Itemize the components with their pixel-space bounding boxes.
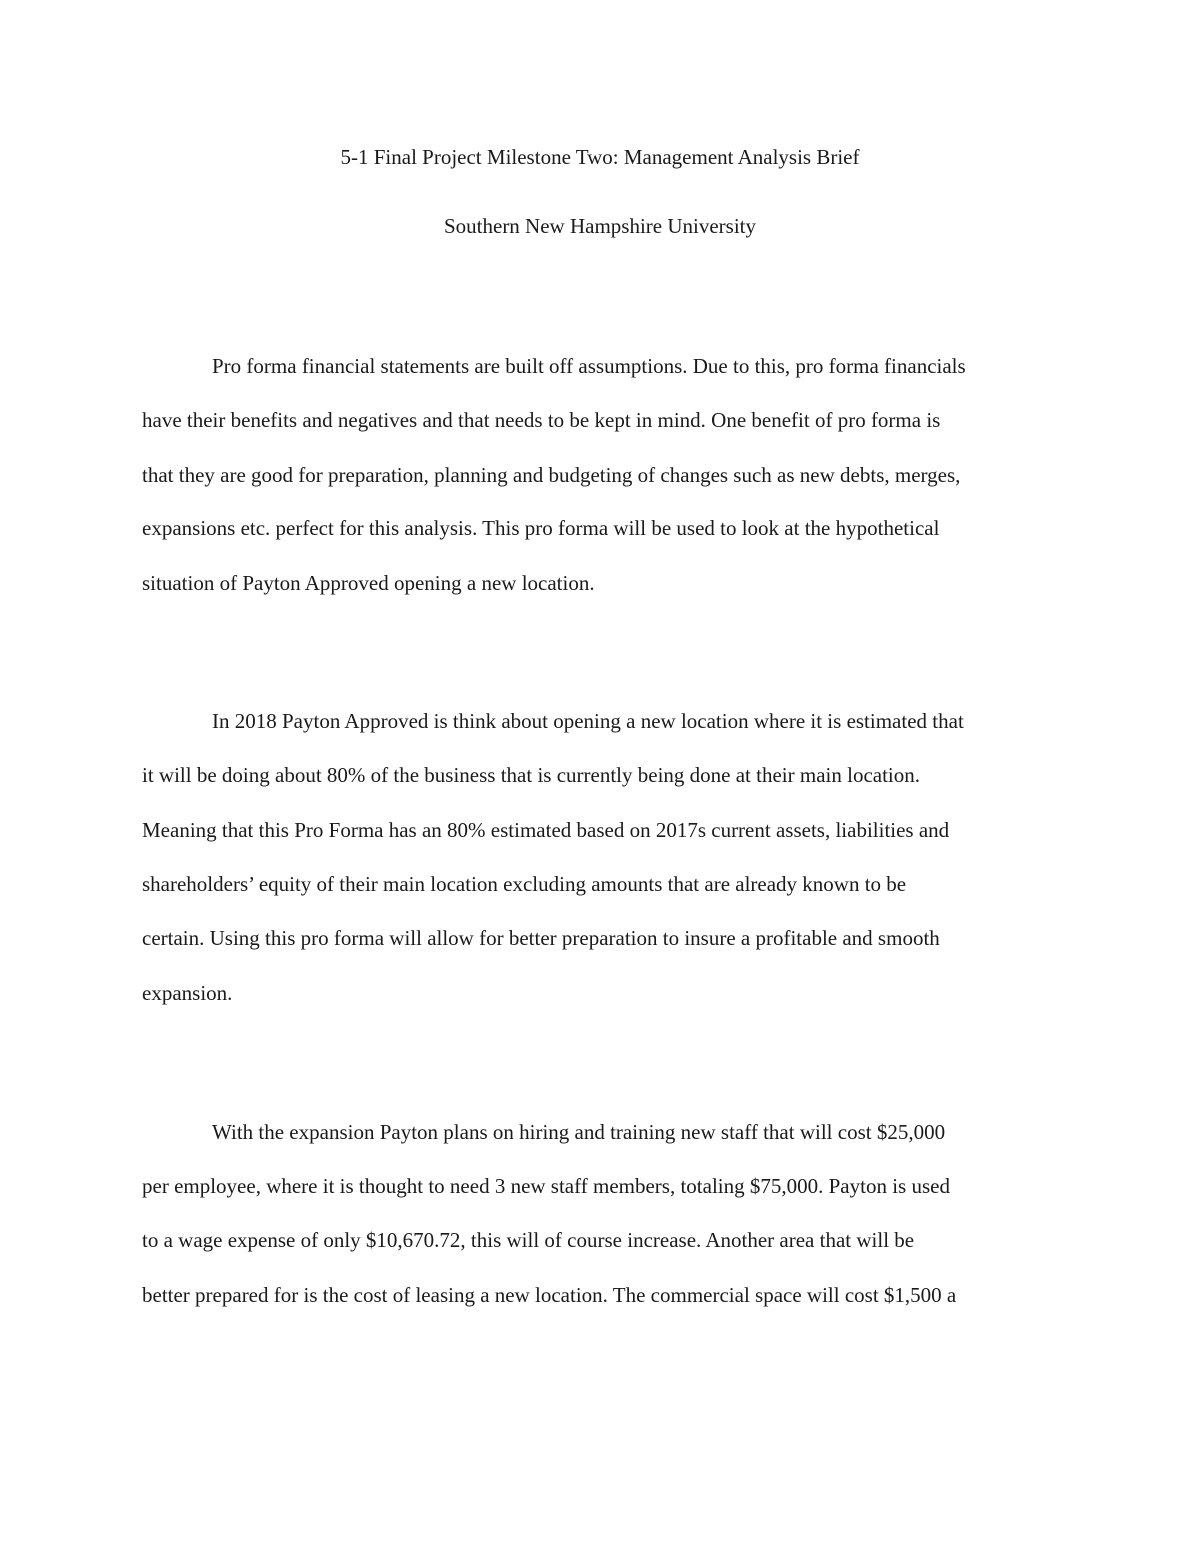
paragraph-line: certain. Using this pro forma will allow for better preparation to insure a profitable and smooth — [142, 926, 940, 950]
paragraph-line: Meaning that this Pro Forma has an 80% estimated based on 2017s current assets, liabilities and — [142, 818, 950, 842]
paragraph-line: shareholders’ equity of their main location excluding amounts that are already known to be — [142, 872, 907, 896]
paragraph-line: situation of Payton Approved opening a new location. — [142, 571, 595, 595]
paragraph-line: it will be doing about 80% of the business that is currently being done at their main location. — [142, 763, 921, 787]
paragraph-line: expansion. — [142, 981, 233, 1005]
paragraph-line: have their benefits and negatives and that needs to be kept in mind. One benefit of pro forma is — [142, 408, 941, 432]
paragraph-line: expansions etc. perfect for this analysis. This pro forma will be used to look at the hypothetical — [142, 516, 940, 540]
paragraph-line: per employee, where it is thought to need 3 new staff members, totaling $75,000. Payton is used — [142, 1174, 950, 1198]
paragraph-line: that they are good for preparation, planning and budgeting of changes such as new debts, merges, — [142, 463, 961, 487]
paragraph-line: In 2018 Payton Approved is think about opening a new location where it is estimated that — [212, 709, 964, 733]
paragraph-line: better prepared for is the cost of leasing a new location. The commercial space will cost $1,500 a — [142, 1283, 957, 1307]
institution-name: Southern New Hampshire University — [443, 214, 757, 238]
paragraph-line: With the expansion Payton plans on hiring and training new staff that will cost $25,000 — [212, 1120, 946, 1144]
paragraph-line: to a wage expense of only $10,670.72, this will of course increase. Another area that will be — [142, 1228, 915, 1252]
paragraph-line: Pro forma financial statements are built off assumptions. Due to this, pro forma financials — [212, 354, 966, 378]
document-title: 5-1 Final Project Milestone Two: Management Analysis Brief — [340, 145, 860, 169]
